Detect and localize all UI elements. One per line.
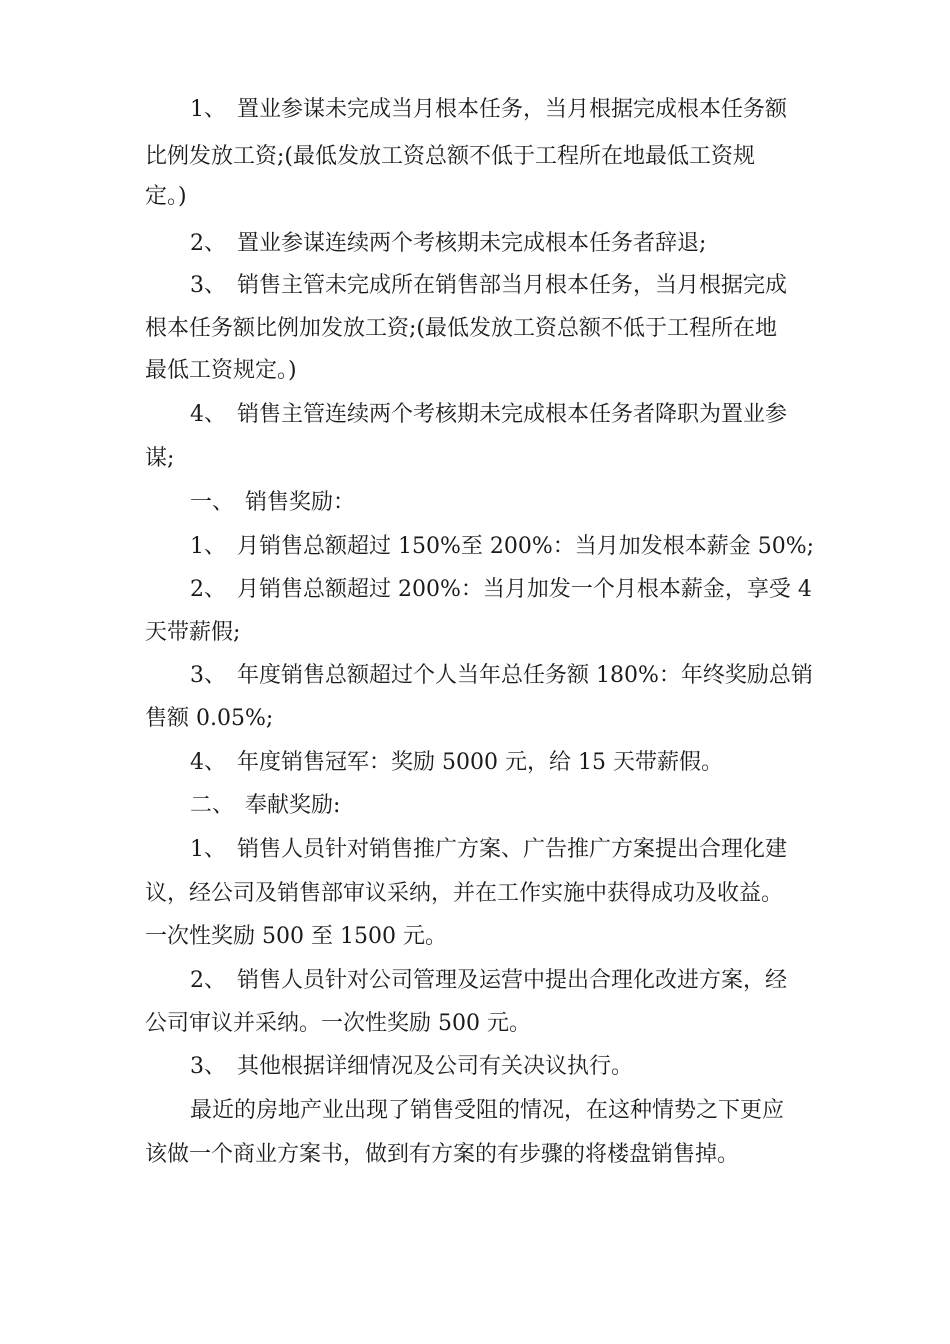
contribution-1-line-1: 1、 销售人员针对销售推广方案、广告推广方案提出合理化建	[190, 837, 787, 862]
reward-1-line-1: 1、 月销售总额超过 150%至 200%：当月加发根本薪金 50%;	[190, 534, 815, 559]
contribution-2-line-1: 2、 销售人员针对公司管理及运营中提出合理化改进方案，经	[190, 968, 787, 993]
reward-2-line-1: 2、 月销售总额超过 200%：当月加发一个月根本薪金，享受 4	[190, 577, 812, 602]
rule-4-line-1: 4、 销售主管连续两个考核期未完成根本任务者降职为置业参	[190, 402, 787, 427]
contribution-1-line-3: 一次性奖励 500 至 1500 元。	[145, 924, 447, 949]
rule-3-line-2: 根本任务额比例加发放工资;(最低发放工资总额不低于工程所在地	[145, 316, 777, 341]
reward-3-line-1: 3、 年度销售总额超过个人当年总任务额 180%：年终奖励总销	[190, 663, 813, 688]
reward-3-line-2: 售额 0.05%;	[145, 706, 274, 731]
section-heading-sales-reward: 一、 销售奖励：	[190, 490, 356, 515]
rule-1-line-3: 定。)	[145, 184, 187, 209]
contribution-3-line-1: 3、 其他根据详细情况及公司有关决议执行。	[190, 1054, 633, 1079]
contribution-1-line-2: 议，经公司及销售部审议采纳，并在工作实施中获得成功及收益。	[145, 881, 784, 906]
contribution-2-line-2: 公司审议并采纳。一次性奖励 500 元。	[145, 1011, 531, 1036]
rule-1-line-1: 1、 置业参谋未完成当月根本任务，当月根据完成根本任务额	[190, 97, 787, 122]
rule-3-line-1: 3、 销售主管未完成所在销售部当月根本任务，当月根据完成	[190, 273, 787, 298]
rule-4-line-2: 谋;	[145, 446, 175, 471]
rule-3-line-3: 最低工资规定。)	[145, 358, 297, 383]
rule-1-line-2: 比例发放工资;(最低发放工资总额不低于工程所在地最低工资规	[145, 144, 755, 169]
closing-paragraph-line-2: 该做一个商业方案书，做到有方案的有步骤的将楼盘销售掉。	[145, 1142, 740, 1167]
reward-4-line-1: 4、 年度销售冠军：奖励 5000 元，给 15 天带薪假。	[190, 750, 723, 775]
rule-2-line-1: 2、 置业参谋连续两个考核期未完成根本任务者辞退;	[190, 231, 707, 256]
closing-paragraph-line-1: 最近的房地产业出现了销售受阻的情况，在这种情势之下更应	[190, 1098, 785, 1123]
reward-2-line-2: 天带薪假;	[145, 620, 241, 645]
section-heading-contribution-reward: 二、 奉献奖励:	[190, 793, 341, 818]
